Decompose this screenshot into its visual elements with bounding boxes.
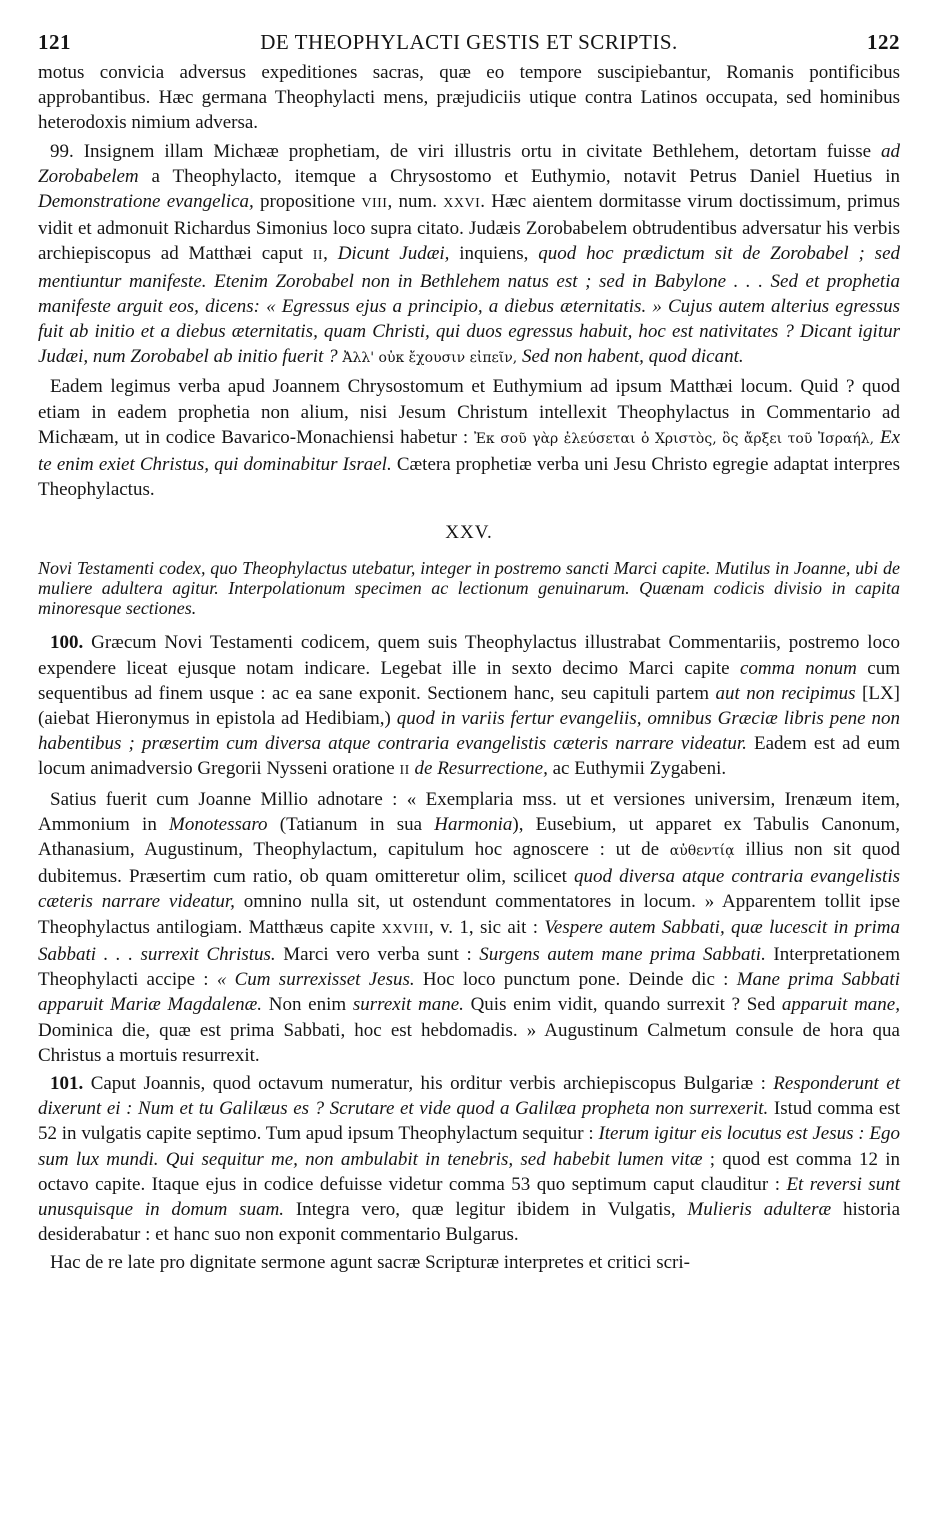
paragraph-101: [38, 1071, 900, 1247]
text-run: comma nonum: [739, 657, 857, 679]
text-run: [LX] (aiebat Hieronymus in epistola ad Hedibiam,): [38, 682, 901, 730]
paragraph-continued: [38, 60, 900, 136]
section-summary: Novi Testamenti codex, quo Theophylactus utebatur, integer in postremo sancti Marci capite. Mutilus in Joanne, ubi de muliere adultera agitur. Interpolationum specimen ac lectionum genuinarum. Quænam codicis divisio in capita minoresque sectiones.: [38, 558, 900, 619]
text-run: Dicunt Judæi,: [337, 243, 450, 265]
text-run: Sed non habent, quod dicant.: [522, 346, 744, 368]
text-run: Vespere autem Sabbati, quæ lucescit in prima Sabbati . . . surrexit Christus.: [38, 916, 900, 965]
text-run: Eadem est ad eum locum animadversio Gregorii Nysseni oratione: [38, 733, 900, 780]
text-run: cum sequentibus ad finem usque : ac ea sane exponit. Sectionem hanc, seu capituli partem: [38, 657, 900, 704]
text-run: ,: [323, 243, 338, 265]
text-run: Ἀλλ' οὐκ ἔχουσιν εἰπεῖν,: [342, 350, 518, 367]
text-run: Hac de re late pro dignitate sermone agunt sacræ Scripturæ interpretes et critici scri-: [50, 1252, 690, 1274]
text-run: a Theophylacto, itemque a Chrysostomo et Euthymio, notavit Petrus Daniel Huetius in: [138, 165, 900, 187]
text-run: Iterum igitur eis locutus est Jesus : Ego sum lux mundi. Qui sequitur me, non ambulabit in tenebris, sed habebit lumen vitæ: [38, 1123, 900, 1170]
text-run: Marci vero verba sunt :: [275, 943, 480, 965]
text-run: , v. 1, sic ait :: [428, 916, 545, 938]
text-run: Surgens autem mane prima Sabbati.: [479, 943, 766, 965]
paragraph-last: [38, 1250, 900, 1275]
text-run: Monotessaro: [169, 813, 268, 835]
text-run: Interpretationem Theophylacti accipe :: [38, 943, 901, 991]
text-run: inquiens,: [449, 243, 539, 265]
page-number-right: 122: [867, 30, 900, 54]
text-run: ; quod est comma 12 in octavo capite. Itaque ejus in codice defuisse videtur comma 53 quo septimum caput clauditur :: [38, 1148, 900, 1195]
text-run: quod hoc prædictum sit de Zorobabel ; sed mentiuntur manifeste. Etenim Zorobabel non in Bethlehem natus est ; sed in Babylone . . . Sed et prophetia manifeste arguit eos, dicens: « Egressus ejus a principio, a diebus æternitatis. » Cujus autem alterius egressus fuit ab initio et a diebus æternitatis, quam Christi, qui duos egressus habuit, hoc est nativitates ? Dicant igitur Judæi, num Zorobabel ab initio fuerit ?: [38, 243, 901, 368]
text-run: Ex te enim exiet Christus, qui dominabitur Israel.: [38, 426, 901, 476]
text-run: Harmonia: [434, 813, 513, 835]
text-run: Integra vero, quæ legitur ibidem in Vulgatis,: [284, 1198, 688, 1220]
text-run: Caput Joannis, quod octavum numeratur, his orditur verbis archiepiscopus Bulgariæ :: [83, 1072, 774, 1094]
text-run: , num.: [387, 191, 444, 213]
page-number-left: 121: [38, 30, 71, 54]
text-run: Ἐκ σοῦ γὰρ ἐλεύσεται ὁ Χριστὸς, ὃς ἄρξει τοῦ Ἰσραήλ,: [473, 430, 875, 447]
text-run: (Tatianum in sua: [267, 813, 435, 835]
text-run: Et reversi sunt unusquisque in domum suam.: [38, 1173, 900, 1220]
text-run: illius non sit quod dubitemus. Præsertim cum ratio, ob quam omitteretur olim, scilicet: [38, 839, 900, 888]
text-run: quod diversa atque contraria evangelistis cæteris narrare videatur,: [38, 866, 900, 913]
text-run: Satius fuerit cum Joanne Millio adnotare : « Exemplaria mss. ut et versiones universim, Irenæum item, Ammonium in: [38, 788, 900, 835]
paragraph-99: [38, 139, 900, 372]
text-run: historia desiderabatur : et hanc suo non exponit commentario Bulgarus.: [38, 1198, 900, 1246]
text-run: . Hæc aientem dormitasse virum doctissimum, primus vidit et admonuit Richardus Simonius loco supra citato. Judæis Zorobabelem obtrudentibus adversatur his verbis archiepiscopus ad Matthæi caput: [38, 191, 901, 265]
text-run: motus convicia adversus expeditiones sacras, quæ eo tempore suscipiebantur, Romanis pontificibus approbantibus. Hæc germana Theophylacti mens, præjudiciis utique contra Latinos occupata, sed hominibus heterodoxis nimium adversa.: [38, 62, 900, 134]
text-run: Græcum Novi Testamenti codicem, quem suis Theophylactus illustrabat Commentariis, postremo loco expendere liceat ejusque notam indicare. Legebat ille in sexto decimo Marci capite: [38, 632, 900, 679]
text-run: quod in variis fertur evangeliis, omnibus Græciæ libris pene non habentibus ; præsertim cum diversa atque contraria evangelistis cæteris narrare videatur.: [38, 708, 900, 755]
text-run: Demonstratione evangelica,: [38, 191, 254, 213]
text-run: Non enim: [262, 994, 353, 1016]
text-run: 100.: [50, 632, 84, 654]
text-run: 99. Insignem illam Michææ prophetiam, de viri illustris ortu in civitate Bethlehem, detortam fuisse: [50, 140, 881, 162]
text-run: omnino nulla sit, ut ostendunt commentatores in locum. » Apparentem tollit ipse Theophylactus antilogiam. Matthæus capite: [38, 891, 900, 938]
text-run: de Resurrectione,: [414, 758, 548, 780]
text-run: Mane prima Sabbati apparuit Mariæ Magdalenæ.: [38, 969, 900, 1016]
text-run: αὐθεντίᾳ: [669, 843, 735, 860]
paragraph-satius: [38, 787, 900, 1068]
text-run: ad Zorobabelem: [38, 140, 900, 187]
text-run: ), Eusebium, ut apparet ex Tabulis Canonum, Athanasium, Augustinum, Theophylactum, capitulum hoc agnoscere : ut de: [38, 813, 901, 861]
text-run: apparuit mane,: [781, 994, 900, 1016]
text-run: Cætera prophetiæ verba uni Jesu Christo egregie adaptat interpres Theophylactus.: [38, 454, 900, 501]
text-run: 101.: [50, 1072, 84, 1094]
text-run: Hoc loco punctum pone. Deinde dic :: [414, 969, 737, 991]
text-run: Eadem legimus verba apud Joannem Chrysostomum et Euthymium ad ipsum Matthæi locum. Quid ? quod etiam in eadem prophetia non alium, nisi Jesum Christum intellexit Theophylactus in Commentario ad Michæam, ut in codice Bavarico-Monachiensi habetur :: [38, 376, 900, 448]
paragraph-eadem: [38, 374, 900, 502]
paragraph-100: [38, 630, 900, 783]
text-run: VIII: [361, 196, 388, 212]
page: [38, 30, 900, 1276]
text-run: XXVI: [443, 196, 481, 212]
text-run: Quis enim vidit, quando surrexit ? Sed: [463, 994, 782, 1016]
text-run: ac Euthymii Zygabeni.: [547, 758, 727, 780]
running-header: [38, 30, 900, 60]
text-run: Responderunt et dixerunt ei : Num et tu Galilæus es ? Scrutare et vide quod a Galilæa propheta non surrexerit.: [38, 1072, 900, 1120]
section-number: XXV.: [445, 522, 493, 544]
text-run: II: [399, 763, 410, 779]
text-run: II: [312, 248, 324, 264]
text-run: XXVIII: [381, 921, 429, 937]
text-run: Dominica die, quæ est prima Sabbati, hoc est hebdomadis. » Augustinum Calmetum consule de hora qua Christus a mortuis resurrexit.: [38, 1019, 900, 1066]
text-run: Mulieris adulteræ: [687, 1198, 832, 1220]
running-title: DE THEOPHYLACTI GESTIS ET SCRIPTIS.: [260, 30, 678, 54]
text-run: Istud comma est 52 in vulgatis capite septimo. Tum apud ipsum Theophylactum sequitur :: [38, 1098, 901, 1145]
text-run: « Cum surrexisset Jesus.: [216, 969, 415, 991]
text-run: surrexit mane.: [352, 994, 464, 1016]
text-run: propositione: [253, 191, 362, 213]
text-run: aut non recipimus: [715, 682, 856, 704]
